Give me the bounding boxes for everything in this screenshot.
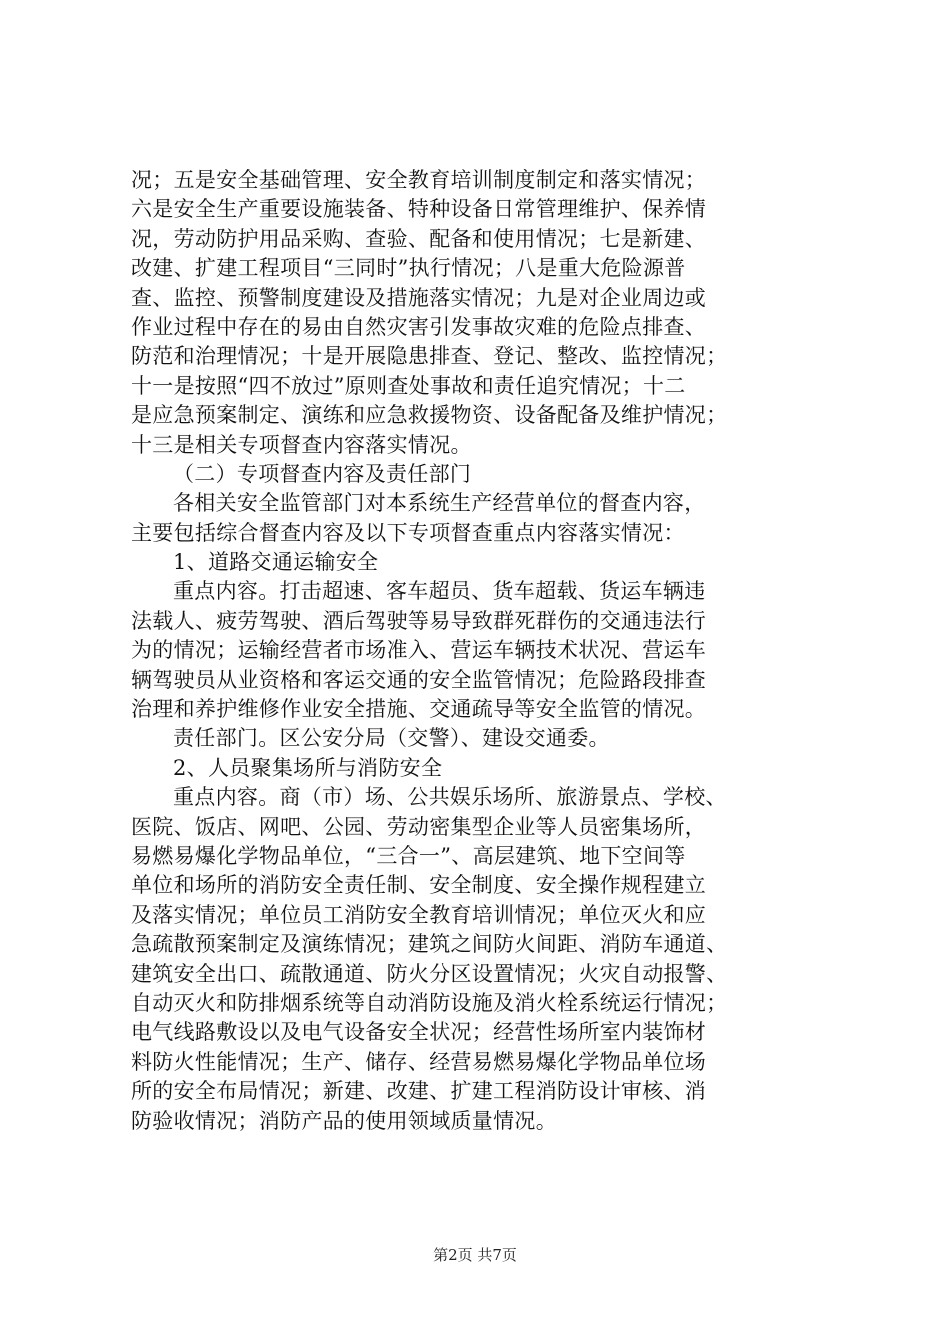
text-line: 医院、饭店、网吧、公园、劳动密集型企业等人员密集场所， (131, 814, 707, 839)
text-line: 辆驾驶员从业资格和客运交通的安全监管情况；危险路段排查 (131, 667, 707, 692)
text-line: 十三是相关专项督查内容落实情况。 (131, 432, 472, 457)
text-line: 为的情况；运输经营者市场准入、营运车辆技术状况、营运车 (131, 638, 707, 663)
text-line: 改建、扩建工程项目“三同时”执行情况；八是重大危险源普 (131, 256, 686, 281)
text-line: 重点内容。打击超速、客车超员、货车超载、货运车辆违 (173, 579, 706, 604)
document-body (131, 166, 831, 1136)
text-line: （二）专项督查内容及责任部门 (173, 461, 472, 486)
text-line: 2、人员聚集场所与消防安全 (173, 755, 443, 780)
text-line: 法载人、疲劳驾驶、酒后驾驶等易导致群死群伤的交通违法行 (131, 608, 707, 633)
text-line: 责任部门。区公安分局（交警）、建设交通委。 (173, 726, 610, 751)
text-line: 电气线路敷设以及电气设备安全状况；经营性场所室内装饰材 (131, 1020, 707, 1045)
text-line: 是应急预案制定、演练和应急救援物资、设备配备及维护情况； (131, 403, 728, 428)
text-line: 况，劳动防护用品采购、查验、配备和使用情况；七是新建、 (131, 226, 707, 251)
text-line: 防范和治理情况；十是开展隐患排查、登记、整改、监控情况； (131, 344, 728, 369)
text-line: 单位和场所的消防安全责任制、安全制度、安全操作规程建立 (131, 873, 707, 898)
text-line: 1、道路交通运输安全 (173, 550, 379, 575)
text-line: 查、监控、预警制度建设及措施落实情况；九是对企业周边或 (131, 285, 707, 310)
text-line: 料防火性能情况；生产、储存、经营易燃易爆化学物品单位场 (131, 1049, 707, 1074)
text-line: 及落实情况；单位员工消防安全教育培训情况；单位灭火和应 (131, 902, 707, 927)
text-line: 治理和养护维修作业安全措施、交通疏导等安全监管的情况。 (131, 697, 707, 722)
page-footer: 第2页 共7页 (433, 1246, 517, 1264)
text-line: 建筑安全出口、疏散通道、防火分区设置情况；火灾自动报警、 (131, 961, 728, 986)
text-line: 重点内容。商（市）场、公共娱乐场所、旅游景点、学校、 (173, 785, 727, 810)
text-line: 主要包括综合督查内容及以下专项督查重点内容落实情况： (131, 520, 685, 545)
text-line: 自动灭火和防排烟系统等自动消防设施及消火栓系统运行情况； (131, 990, 728, 1015)
text-line: 防验收情况；消防产品的使用领域质量情况。 (131, 1108, 557, 1133)
text-line: 六是安全生产重要设施装备、特种设备日常管理维护、保养情 (131, 197, 707, 222)
text-line: 急疏散预案制定及演练情况；建筑之间防火间距、消防车通道、 (131, 932, 728, 957)
text-line: 十一是按照“四不放过”原则查处事故和责任追究情况；十二 (131, 373, 686, 398)
text-line: 各相关安全监管部门对本系统生产经营单位的督查内容， (173, 491, 706, 516)
text-line: 作业过程中存在的易由自然灾害引发事故灾难的危险点排查、 (131, 314, 707, 339)
text-line: 所的安全布局情况；新建、改建、扩建工程消防设计审核、消 (131, 1079, 707, 1104)
text-line: 易燃易爆化学物品单位，“三合一”、高层建筑、地下空间等 (131, 843, 686, 868)
text-line: 况；五是安全基础管理、安全教育培训制度制定和落实情况； (131, 168, 707, 192)
